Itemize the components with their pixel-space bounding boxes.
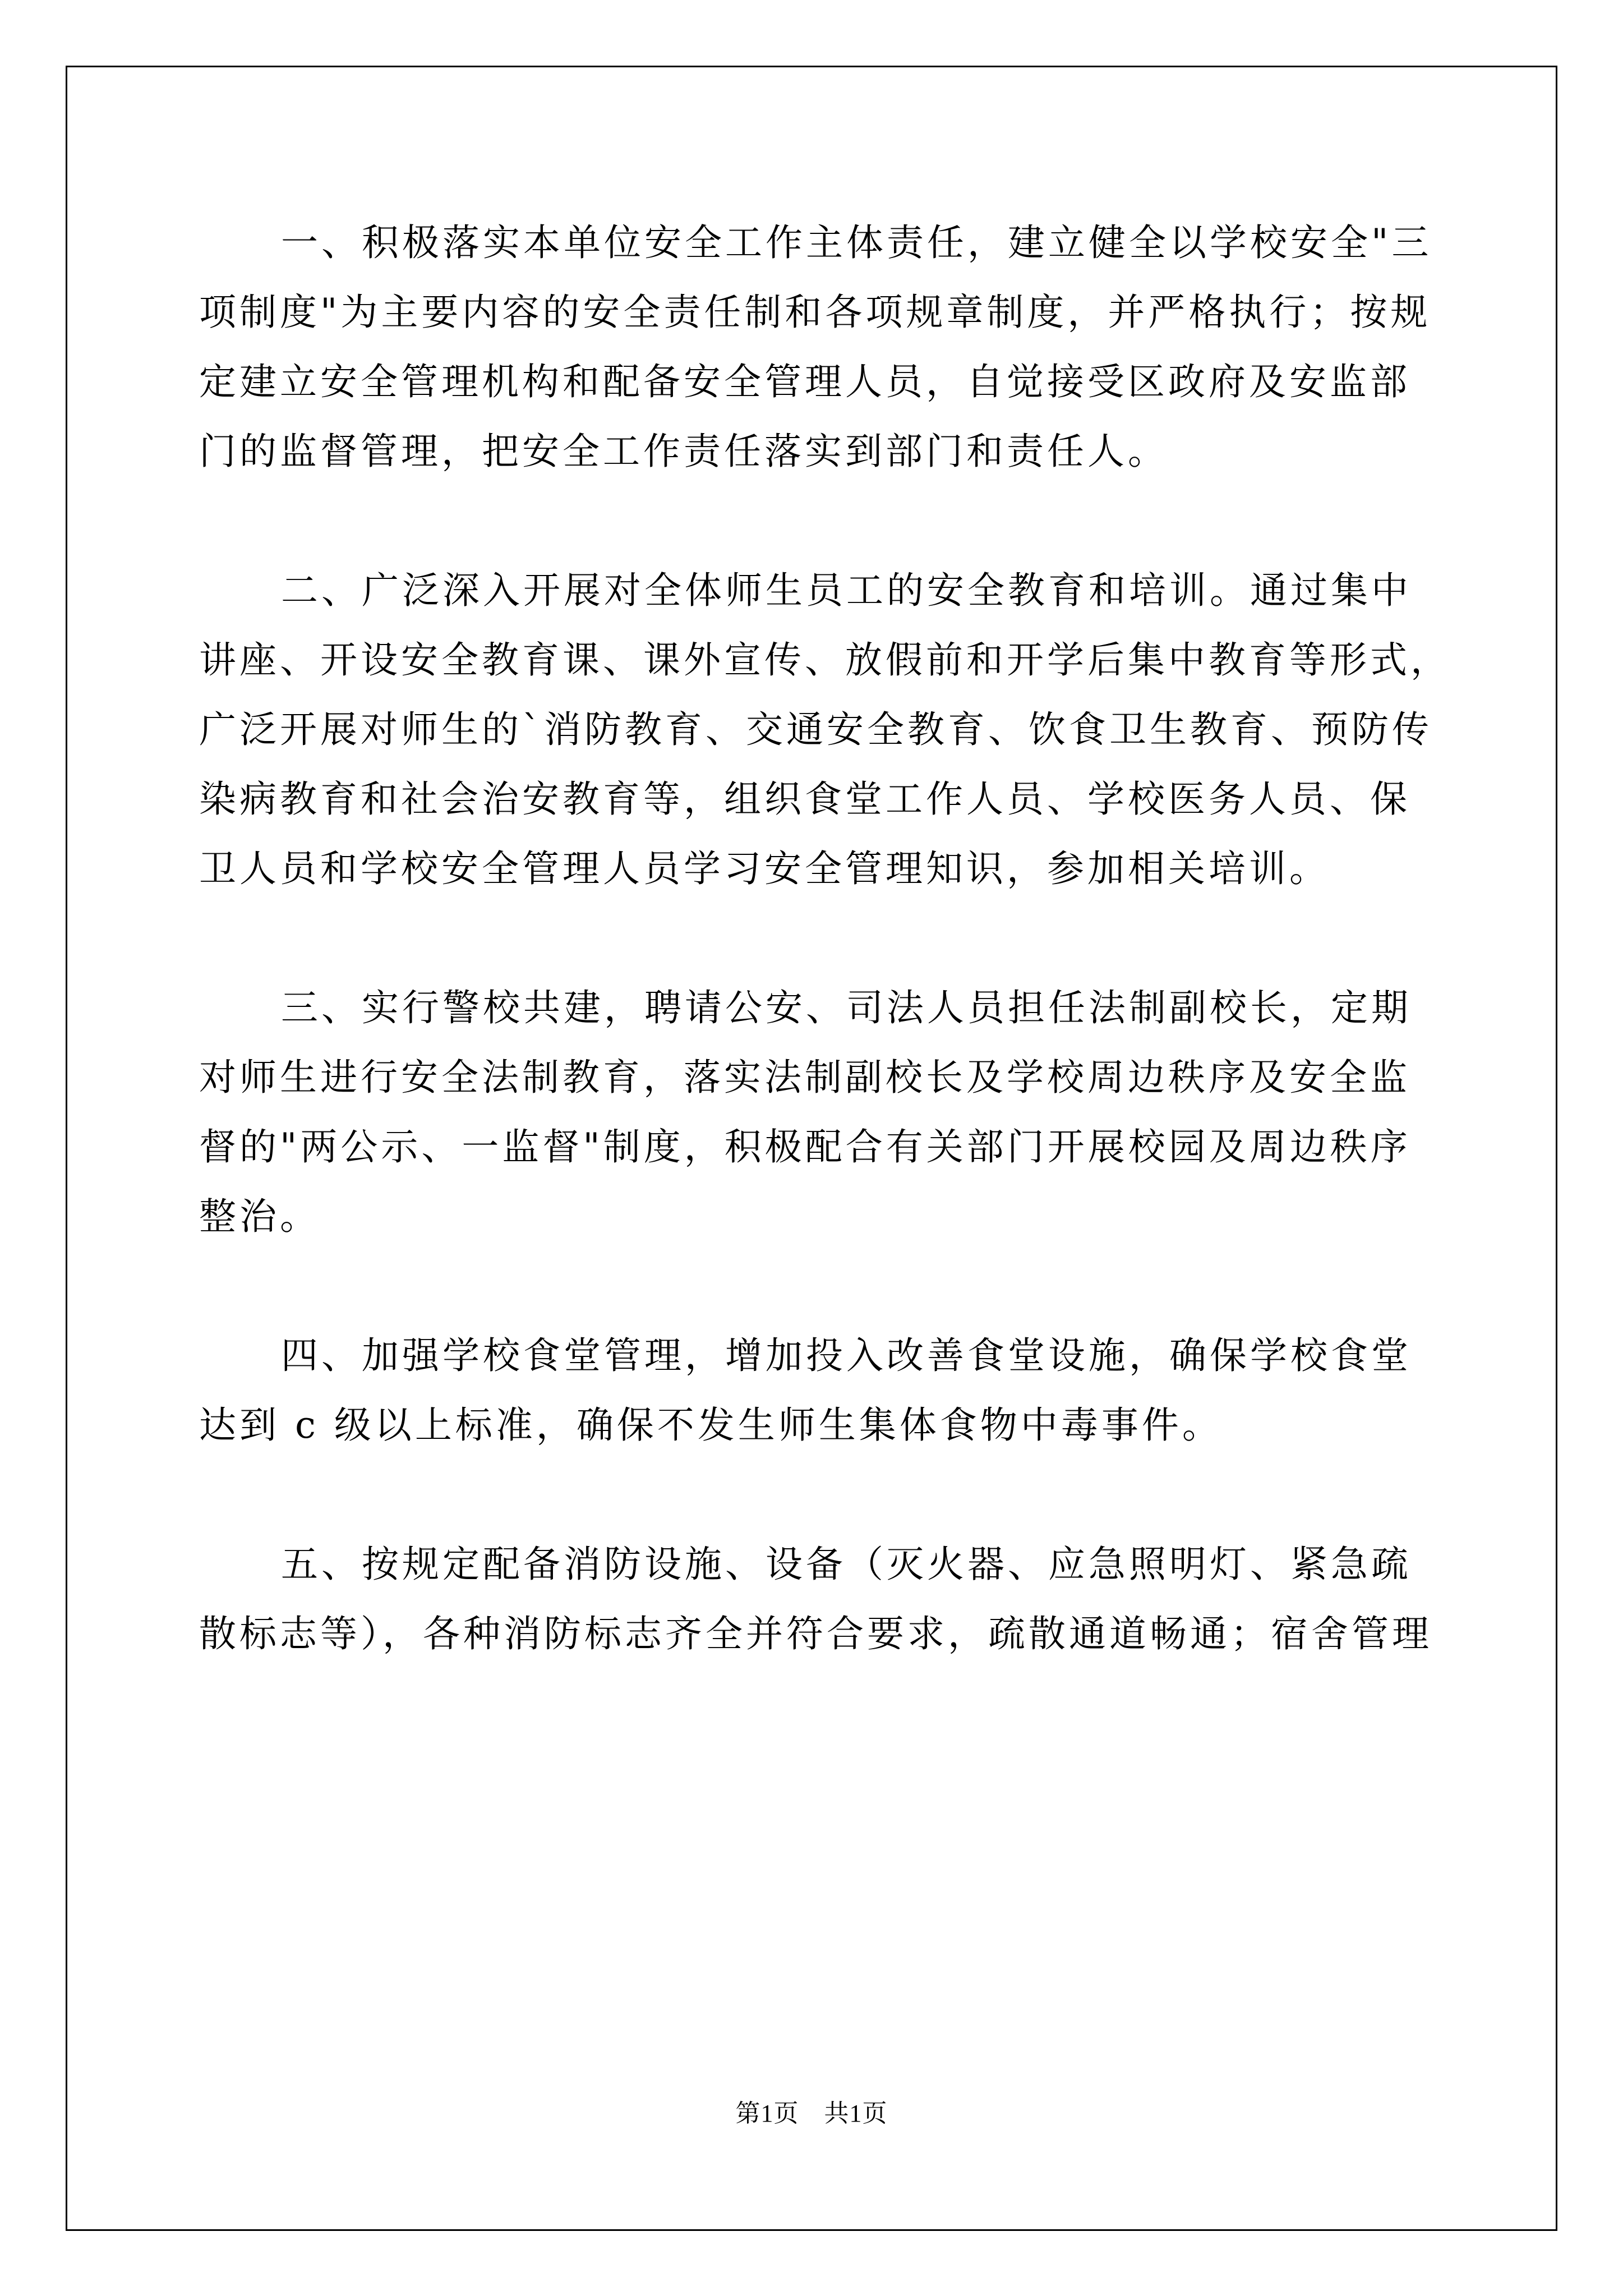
- paragraph-1-line-4: 门的监督管理，把安全工作责任落实到部门和责任人。: [199, 430, 1168, 473]
- paragraph-3-line-2: 对师生进行安全法制教育，落实法制副校长及学校周边秩序及安全监: [199, 1056, 1410, 1099]
- paragraph-2-line-4: 染病教育和社会治安教育等，组织食堂工作人员、学校医务人员、保: [199, 777, 1410, 821]
- paragraph-1-line-1: 一、积极落实本单位安全工作主体责任，建立健全以学校安全"三: [281, 221, 1432, 264]
- page-footer: 第1页 共1页: [735, 2100, 888, 2127]
- paragraph-5-line-1: 五、按规定配备消防设施、设备（灭火器、应急照明灯、紧急疏: [281, 1543, 1412, 1586]
- paragraph-5-line-2: 散标志等），各种消防标志齐全并符合要求，疏散通道畅通；宿舍管理: [199, 1612, 1432, 1655]
- document-body: [199, 208, 1451, 1669]
- paragraph-1-line-3: 定建立安全管理机构和配备安全管理人员，自觉接受区政府及安监部: [199, 360, 1410, 403]
- paragraph-4-line-2: 达到 c 级以上标准，确保不发生师生集体食物中毒事件。: [199, 1404, 1223, 1447]
- paragraph-2-line-1: 二、广泛深入开展对全体师生员工的安全教育和培训。通过集中: [281, 569, 1412, 612]
- paragraph-2-line-3: 广泛开展对师生的`消防教育、交通安全教育、饮食卫生教育、预防传: [199, 708, 1432, 751]
- paragraph-2-line-2: 讲座、开设安全教育课、课外宣传、放假前和开学后集中教育等形式，: [199, 638, 1451, 682]
- paragraph-4-line-1: 四、加强学校食堂管理，增加投入改善食堂设施，确保学校食堂: [281, 1334, 1412, 1377]
- paragraph-3-line-3: 督的"两公示、一监督"制度，积极配合有关部门开展校园及周边秩序: [199, 1125, 1411, 1168]
- paragraph-3-line-1: 三、实行警校共建，聘请公安、司法人员担任法制副校长，定期: [281, 986, 1412, 1029]
- paragraph-3-line-4: 整治。: [199, 1195, 320, 1238]
- paragraph-1-line-2: 项制度"为主要内容的安全责任制和各项规章制度，并严格执行；按规: [199, 291, 1431, 334]
- paragraph-2-line-5: 卫人员和学校安全管理人员学习安全管理知识，参加相关培训。: [199, 847, 1330, 890]
